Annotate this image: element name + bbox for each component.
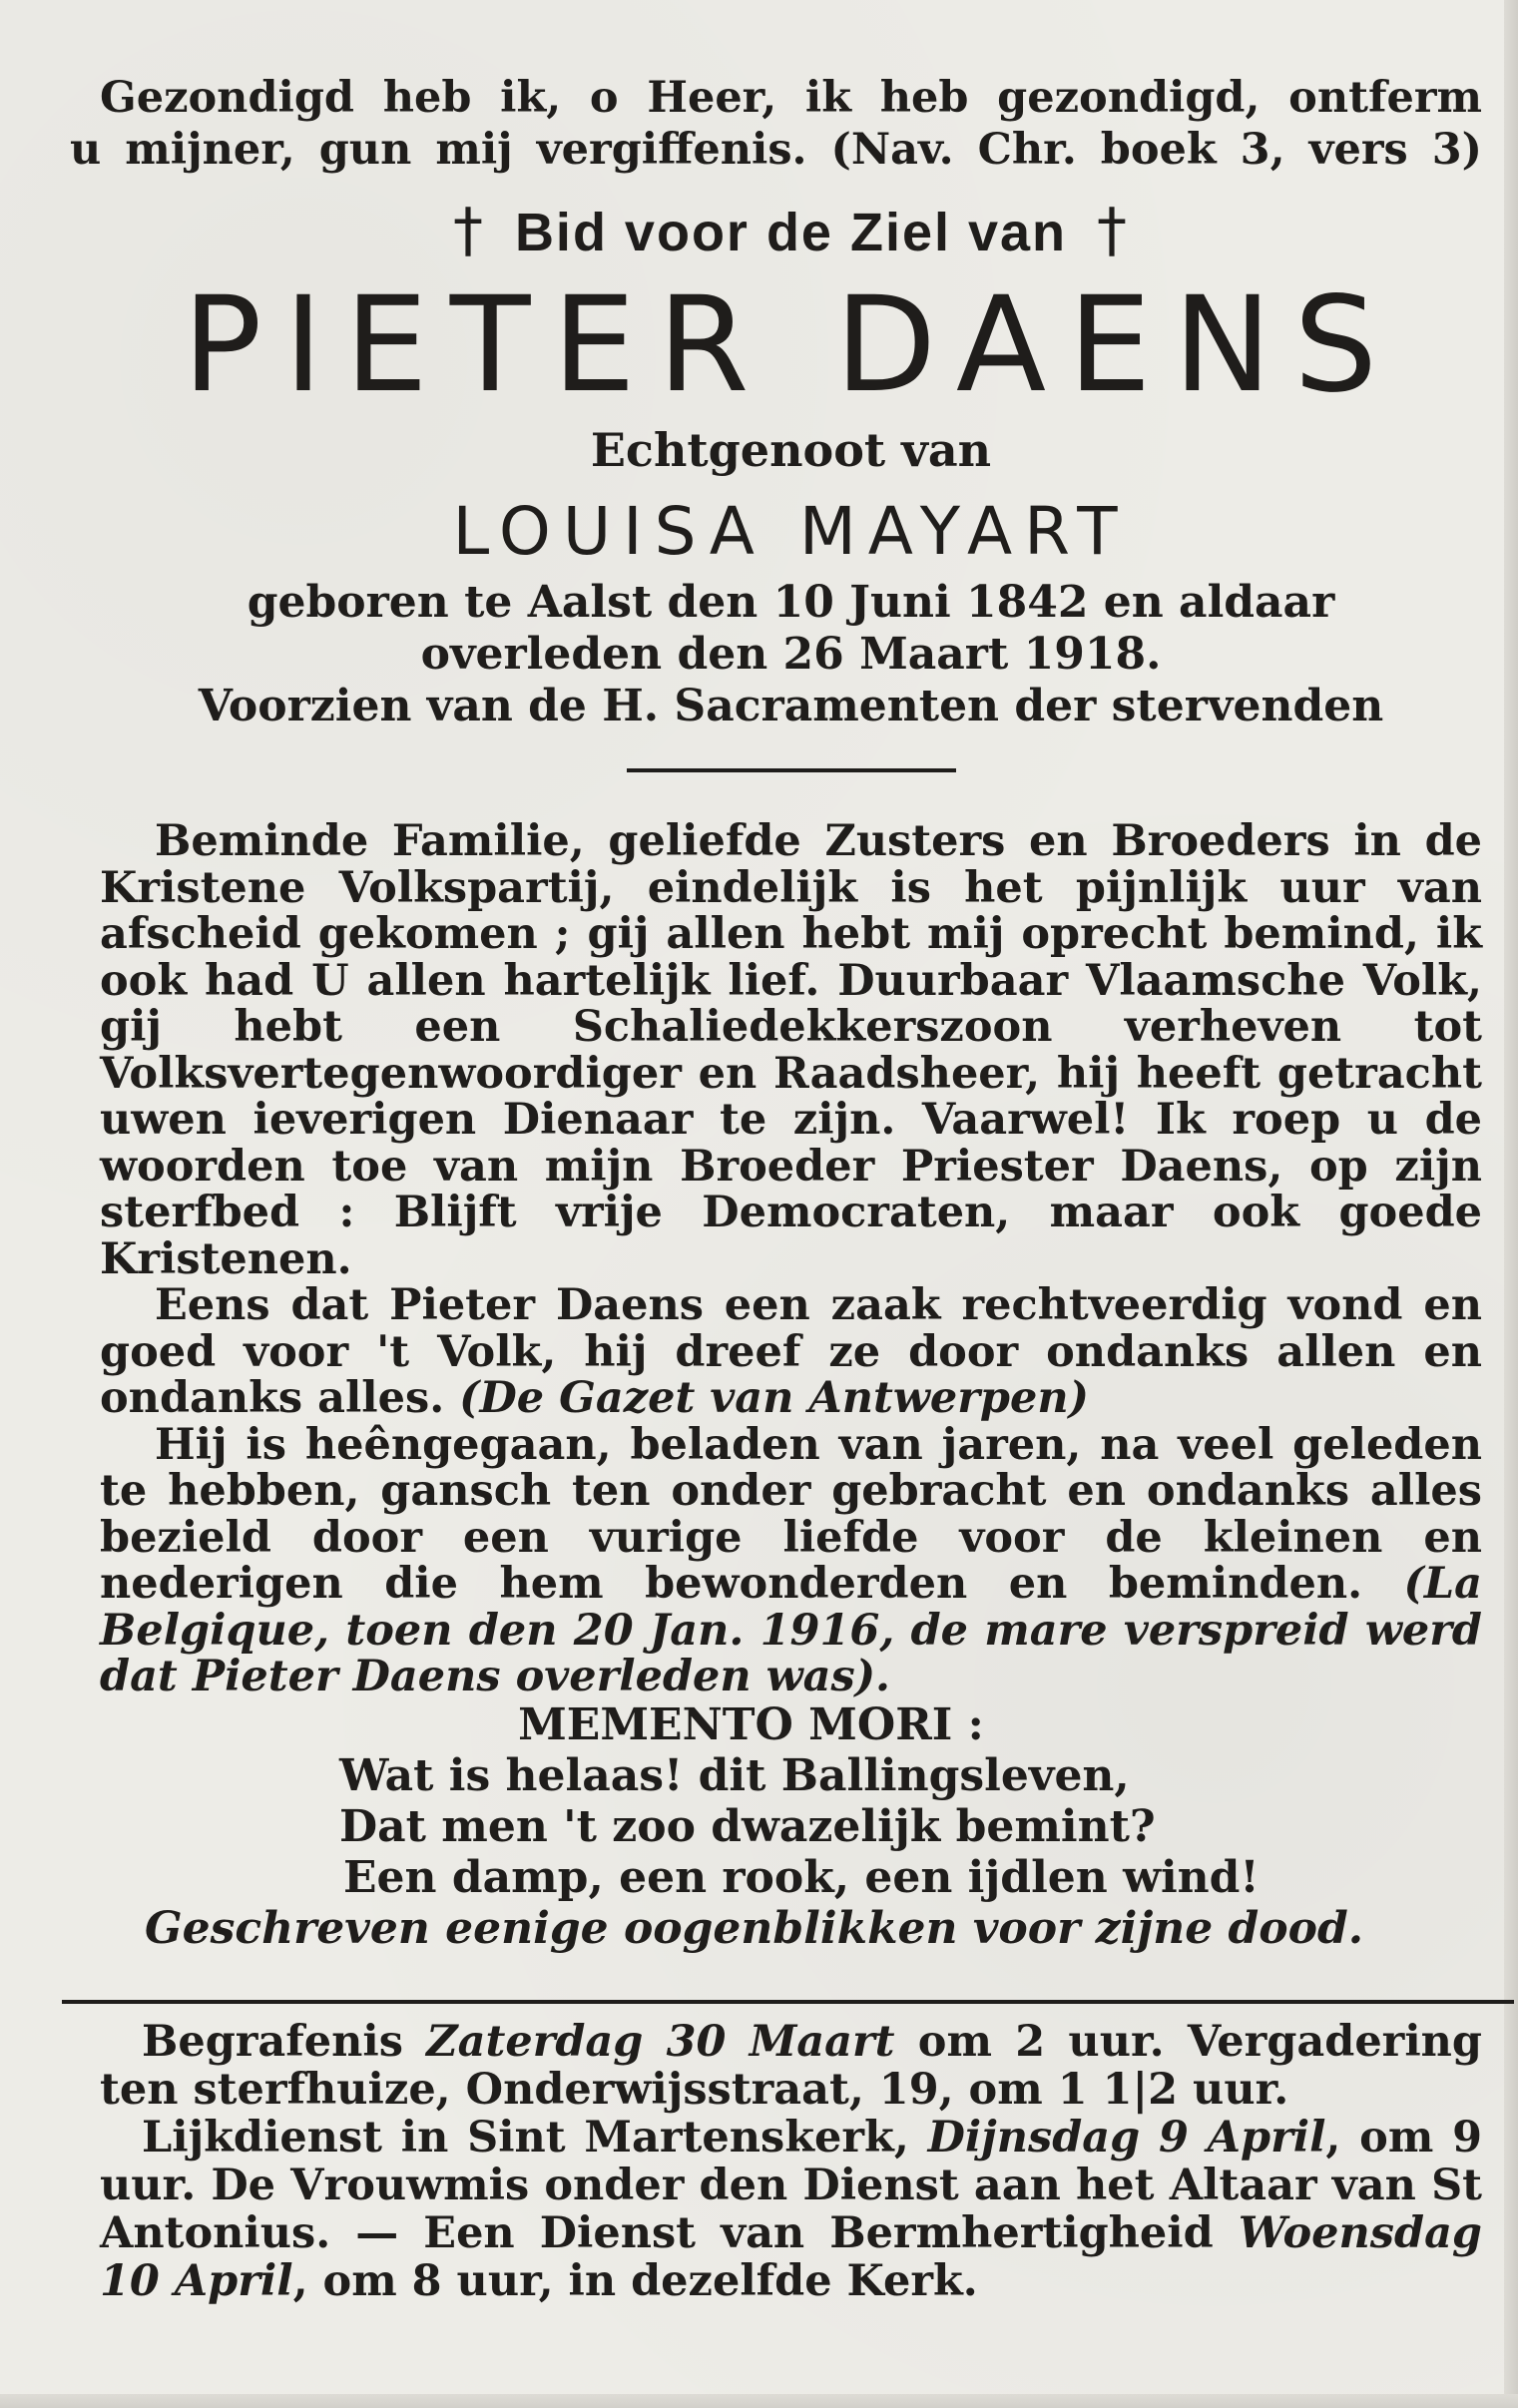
service-date: Dijnsdag 9 April xyxy=(927,2113,1326,2163)
spouse-name: LOUISA MAYART xyxy=(452,493,1130,570)
paragraph-2-text: Eens dat Pieter Daens een zaak rechtveerdig vond en goed voor 't Volk, hij dreef ze door ondanks allen en ondanks alles. xyxy=(100,1280,1482,1423)
full-divider-rule xyxy=(62,2000,1514,2004)
written-note: Geschreven eenige oogenblikken voor zijne dood. xyxy=(145,1902,1364,1954)
paragraph-3-source: (La Belgique, toen den 20 Jan. 1916, de mare verspreid werd dat Pieter Daens overleden was). xyxy=(100,1559,1482,1701)
funeral-details xyxy=(100,2018,1482,2305)
deceased-name: PIETER DAENS xyxy=(182,268,1400,422)
mercy-service-date: Woensdag 10 April xyxy=(100,2208,1482,2306)
sacraments-line: Voorzien van de H. Sacramenten der stervenden xyxy=(198,681,1384,731)
death-line: overleden den 26 Maart 1918. xyxy=(420,629,1162,680)
message-paragraph-3 xyxy=(100,1419,1482,1701)
message-paragraph-2 xyxy=(100,1282,1482,1422)
message-paragraph-1: Beminde Familie, geliefde Zusters en Broeders in de Kristene Volkspartij, eindelijk is het pijnlijk uur van afscheid gekomen ; gij allen hebt mij oprecht bemind, ik ook had U allen hartelijk lief. Duurbaar Vlaamsche Volk, gij hebt een Schaliedekkerszoon verheven tot Volksvertegenwoordiger en Raadsheer, hij heeft getracht uwen ieverigen Dienaar te zijn. Vaarwel! Ik roep u de woorden toe van mijn Broeder Priester Daens, op zijn sterfbed : Blijft vrije Democraten, maar ook goede Kristenen. xyxy=(100,816,1482,1284)
pray-for-text: Bid voor de Ziel van xyxy=(514,203,1068,262)
service-text: Lijkdienst in Sint Martenskerk, xyxy=(142,2113,928,2163)
service-text: , om 8 uur, in dezelfde Kerk. xyxy=(292,2256,978,2306)
card-edge-bottom xyxy=(0,2394,1518,2408)
spouse-of-label: Echtgenoot van xyxy=(590,423,992,477)
cross-icon: † xyxy=(1097,196,1130,265)
funeral-paragraph-2 xyxy=(100,2114,1482,2305)
poem-line: Wat is helaas! dit Ballingsleven, xyxy=(339,1749,1130,1801)
pray-for-heading xyxy=(100,196,1482,267)
verse-line-1: Gezondigd heb ik, o Heer, ik heb gezondigd, ontferm xyxy=(100,73,1482,123)
birth-line: geboren te Aalst den 10 Juni 1842 en aldaar xyxy=(247,577,1335,628)
poem-line: Dat men 't zoo dwazelijk bemint? xyxy=(339,1800,1156,1852)
farewell-message xyxy=(100,818,1482,1700)
poem-line: Een damp, een rook, een ijdlen wind! xyxy=(343,1851,1260,1903)
memento-mori-heading: MEMENTO MORI : xyxy=(518,1698,984,1750)
funeral-paragraph-1 xyxy=(100,2018,1482,2114)
cross-icon: † xyxy=(452,196,485,265)
opening-verse xyxy=(70,72,1482,176)
paragraph-2-source: (De Gazet van Antwerpen) xyxy=(459,1373,1089,1423)
poem xyxy=(339,1750,1482,1903)
card-content xyxy=(70,72,1482,1955)
funeral-text: om 2 uur. Vergadering ten sterfhuize, Onderwijsstraat, 19, om 1 1|2 uur. xyxy=(100,2017,1482,2115)
funeral-date: Zaterdag 30 Maart xyxy=(426,2017,895,2067)
verse-line-2: u mijner, gun mij vergiffenis. (Nav. Chr. boek 3, vers 3) xyxy=(70,125,1482,175)
funeral-text: Begrafenis xyxy=(142,2017,427,2067)
service-text: , om 9 uur. De Vrouwmis onder den Dienst aan het Altaar van St Antonius. — Een Dienst van Bermhertigheid xyxy=(100,2113,1483,2258)
paragraph-3-text: Hij is heêngegaan, beladen van jaren, na veel geleden te hebben, gansch ten onder gebracht en ondanks alles bezield door een vurige liefde voor de kleinen en nederigen die hem bewonderden en beminden. xyxy=(100,1419,1482,1609)
life-dates xyxy=(100,577,1482,732)
divider-rule xyxy=(627,768,956,772)
